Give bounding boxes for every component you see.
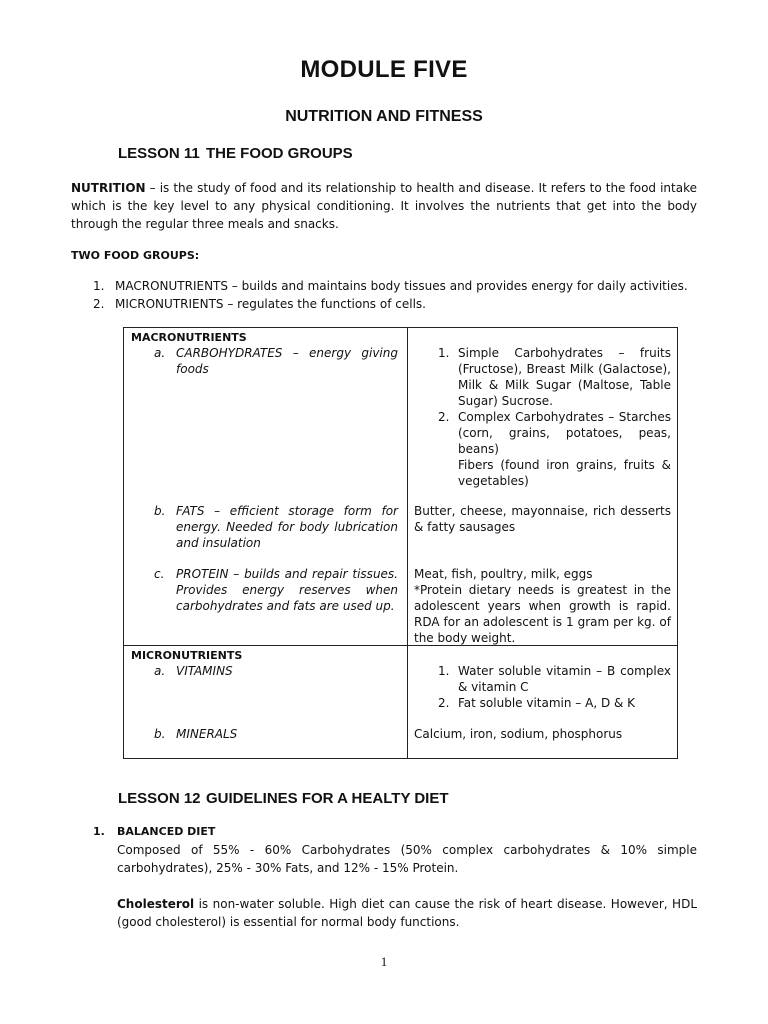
list-item: 2. MICRONUTRIENTS – regulates the functions of cells. [93,297,426,311]
carbohydrates-item: a. CARBOHYDRATES – energy giving foods [154,346,398,376]
macronutrients-details-cell [408,328,678,646]
cholesterol-paragraph [117,895,697,931]
micronutrients-details-cell [408,646,678,759]
lesson-11-heading [118,145,353,162]
macronutrients-cell [124,328,408,646]
micronutrients-cell [124,646,408,759]
lesson-11-title: THE FOOD GROUPS [206,145,353,162]
micronutrients-heading: MICRONUTRIENTS [131,649,243,662]
nutrition-text: – is the study of food and its relationship to health and disease. It refers to the food intake which is the key level to any physical conditioning. It involves the nutrients that get into the body through the regular three meals and snacks. [71,181,697,231]
balanced-diet-text: Composed of 55% - 60% Carbohydrates (50% complex carbohydrates & 10% simple carbohydrates), 25% - 30% Fats, and 12% - 15% Protein. [117,843,697,875]
macronutrients-heading: MACRONUTRIENTS [131,331,247,344]
lesson-11-number: LESSON 11 [118,145,200,162]
cholesterol-text: is non-water soluble. High diet can cause the risk of heart disease. However, HDL (good cholesterol) is essential for normal body functions. [117,897,697,929]
vitamins-item: a. VITAMINS [154,664,233,678]
list-item: 2. Complex Carbohydrates – Starches (corn, grains, potatoes, peas, beans) Fibers (found iron grains, fruits & vegetables) [438,410,671,488]
list-item: 1. Simple Carbohydrates – fruits (Fructose), Breast Milk (Galactose), Milk & Milk Sugar (Maltose, Table Sugar) Sucrose. [438,346,671,408]
nutrition-definition [71,179,697,233]
minerals-details: Calcium, iron, sodium, phosphorus [414,727,623,741]
module-title: MODULE FIVE [300,56,468,83]
list-item: 2. Fat soluble vitamin – A, D & K [438,696,636,710]
two-food-groups-heading: TWO FOOD GROUPS: [71,249,200,262]
list-item: 1. MACRONUTRIENTS – builds and maintains body tissues and provides energy for daily activities. [93,279,688,293]
vitamins-details [414,663,671,711]
food-groups-list [93,277,688,313]
protein-details: Meat, fish, poultry, milk, eggs *Protein dietary needs is greatest in the adolescent years when growth is rapid. RDA for an adolescent is 1 gram per kg. of the body weight. [414,567,671,645]
module-subtitle: NUTRITION AND FITNESS [285,108,483,125]
cholesterol-term: Cholesterol [117,897,195,911]
minerals-item: b. MINERALS [154,727,238,741]
balanced-diet-heading: 1. BALANCED DIET [93,825,216,838]
page-number: 1 [380,954,388,969]
table-row [124,328,678,646]
lesson-12-heading [118,790,449,807]
protein-item: c. PROTEIN – builds and repair tissues. Provides energy reserves when carbohydrates and fats are used up. [154,567,398,613]
table-row [124,646,678,759]
fats-details: Butter, cheese, mayonnaise, rich desserts & fatty sausages [414,504,671,534]
food-groups-table [123,327,678,759]
lesson-12-number: LESSON 12 [118,790,201,807]
list-item: 1. Water soluble vitamin – B complex & vitamin C [438,664,671,694]
lesson-12-title: GUIDELINES FOR A HEALTY DIET [206,790,449,807]
nutrition-term: NUTRITION [71,181,146,195]
fats-item: b. FATS – efficient storage form for energy. Needed for body lubrication and insulation [154,504,398,550]
carbohydrates-details [414,345,671,489]
fibers-text: Fibers (found iron grains, fruits & vegetables) [458,458,671,488]
